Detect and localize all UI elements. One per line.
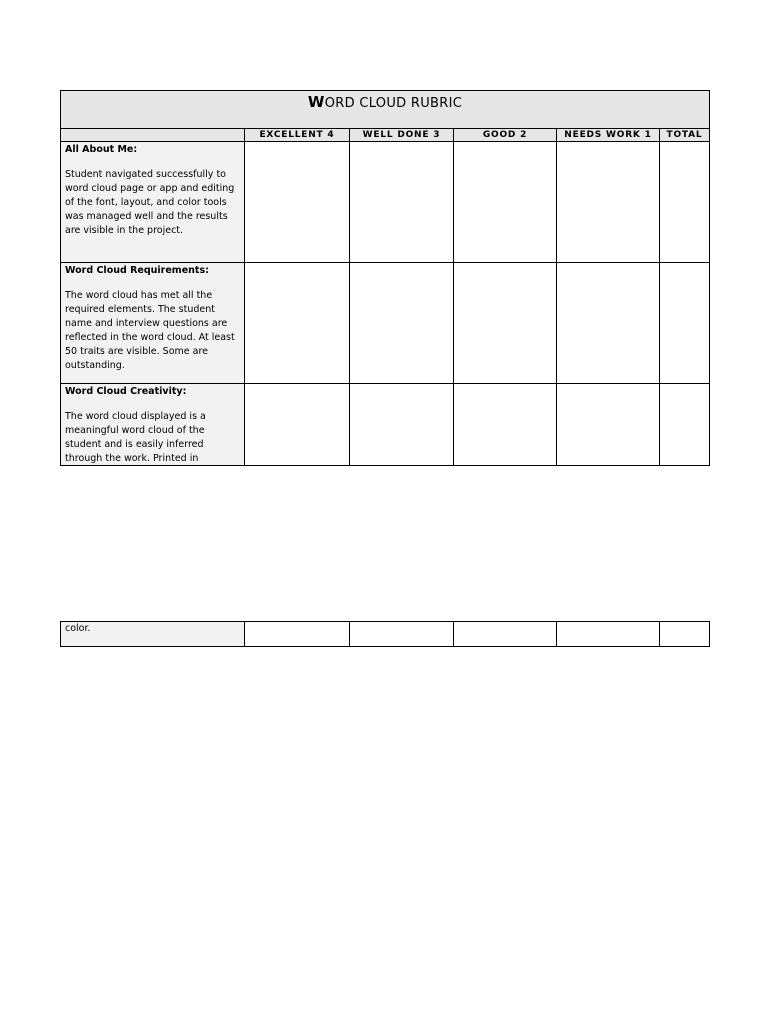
continuation-row (61, 622, 710, 647)
score-cell-excellent (245, 384, 350, 466)
score-cell-good (454, 142, 557, 263)
criterion-cell (61, 142, 245, 263)
score-cell-well-done (350, 263, 454, 384)
score-cell-needs-work (557, 142, 660, 263)
score-cell-total (660, 622, 710, 647)
column-header-good: GOOD 2 (454, 129, 557, 142)
score-cell-good (454, 263, 557, 384)
criterion-row (61, 142, 710, 263)
column-header-row (61, 129, 710, 142)
score-cell-well-done (350, 622, 454, 647)
score-cell-needs-work (557, 384, 660, 466)
title-initial: W (307, 93, 325, 111)
score-cell-needs-work (557, 622, 660, 647)
criteria-header-blank (61, 129, 245, 142)
rubric-continuation-table (60, 621, 710, 647)
column-header-total: TOTAL (660, 129, 710, 142)
score-cell-needs-work (557, 263, 660, 384)
criterion-title: Word Cloud Requirements: (65, 265, 209, 276)
criterion-row (61, 263, 710, 384)
score-cell-total (660, 263, 710, 384)
score-cell-good (454, 384, 557, 466)
rubric-table (60, 90, 710, 466)
criterion-cell (61, 384, 245, 466)
title-rest: ORD CLOUD RUBRIC (324, 96, 463, 111)
score-cell-excellent (245, 622, 350, 647)
criterion-cell (61, 263, 245, 384)
continuation-text: color. (61, 622, 245, 647)
rubric-title (61, 91, 710, 129)
score-cell-excellent (245, 263, 350, 384)
score-cell-total (660, 142, 710, 263)
score-cell-excellent (245, 142, 350, 263)
column-header-needs-work: NEEDS WORK 1 (557, 129, 660, 142)
column-header-well-done: WELL DONE 3 (350, 129, 454, 142)
criterion-description: Student navigated successfully to word cloud page or app and editing of the font, layout, and color tools was managed well and the results are visible in the project. (65, 169, 235, 236)
score-cell-good (454, 622, 557, 647)
criterion-title: All About Me: (65, 144, 138, 155)
criterion-row (61, 384, 710, 466)
column-header-excellent: EXCELLENT 4 (245, 129, 350, 142)
score-cell-well-done (350, 384, 454, 466)
score-cell-total (660, 384, 710, 466)
score-cell-well-done (350, 142, 454, 263)
criterion-title: Word Cloud Creativity: (65, 386, 187, 397)
criterion-description: The word cloud displayed is a meaningful word cloud of the student and is easily inferred through the work. Printed in (65, 411, 206, 464)
criterion-description: The word cloud has met all the required elements. The student name and interview questions are reflected in the word cloud. At least 50 traits are visible. Some are outstanding. (65, 290, 235, 371)
